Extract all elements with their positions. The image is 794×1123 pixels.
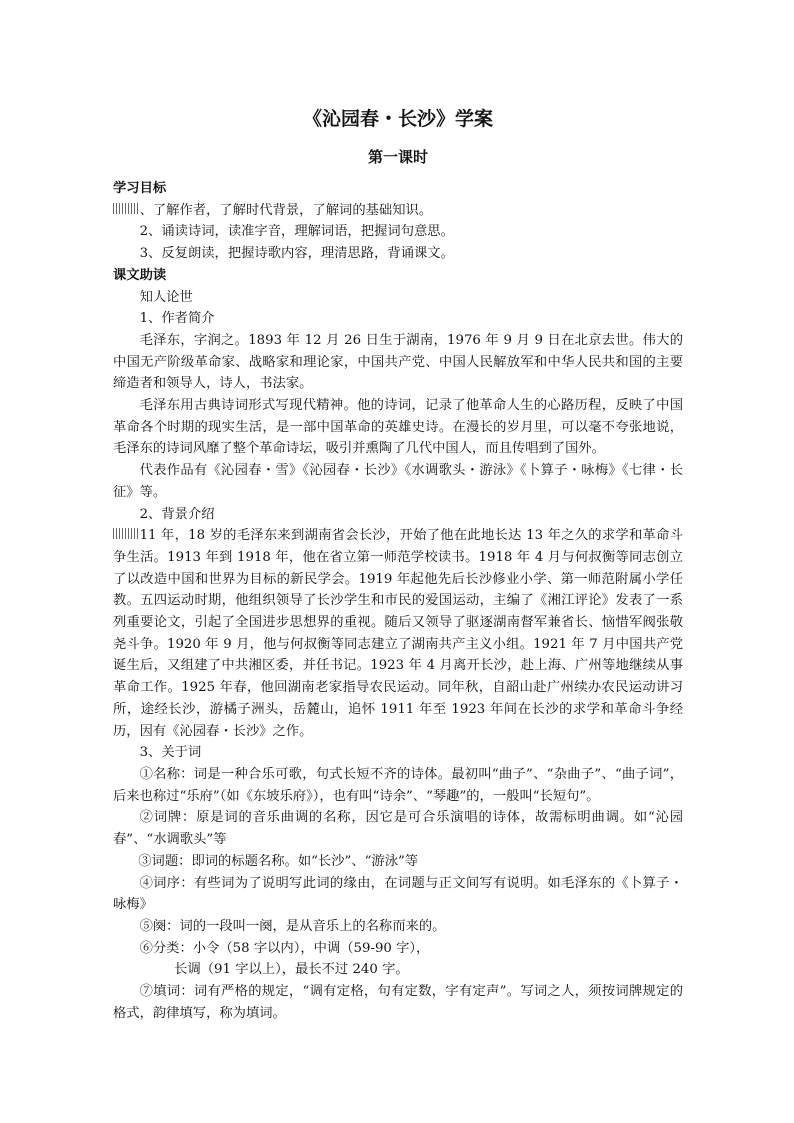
background-heading: 2、背景介绍 xyxy=(139,506,215,522)
background-paragraph xyxy=(113,525,683,742)
goals-heading: 学习目标 xyxy=(113,181,167,196)
garbled-glyph-icon xyxy=(113,202,140,215)
goal-item-3: 3、反复朗读，把握诗歌内容，理清思路，背诵课文。 xyxy=(139,246,454,262)
background-paragraph-text: 11 年，18 岁的毛泽东来到湖南省会长沙，开始了他在此地长达 13 年之久的求学和革命斗争生活。1913 年到 1918 年，他在省立第一师范学校读书。1918 年 4 月与何叔衡等同志创立了以改造中国和世界为目标的新民学会。1919 年起他先后长沙修业小学、第一师范附属小学任教。五四运动时期，他组织领导了长沙学生和市民的爱国运动，主编了《湘江评论》发表了一系列重要论文，引起了全国进步思想界的重视。随后又领导了驱逐湖南督军兼省长、恼惜军阀张敬尧斗争。1920 年 9 月，他与何叔衡等同志建立了湖南共产主义小组。1921 年 7 月中国共产党诞生后，又组建了中共湘区委，并任书记。1923 年 4 月离开长沙，赴上海、广州等地继续从事革命工作。1925 年春，他回湖南老家指导农民运动。同年秋，自韶山赴广州续办农民运动讲习所，途经长沙，游橘子洲头，岳麓山，追怀 1911 年至 1923 年间在长沙的求学和革命斗争经历，因有《沁园春・长沙》之作。 xyxy=(113,528,683,739)
ci-item-citi: ③词题：即词的标题名称。如“长沙”、“游泳”等 xyxy=(138,853,419,869)
author-heading: 1、作者简介 xyxy=(139,311,215,327)
ci-item-category-cont: 长调（91 字以上），最长不过 240 字。 xyxy=(174,962,409,978)
author-paragraph-2: 毛泽东用古典诗词形式写现代精神。他的诗词，记录了他革命人生的心路历程，反映了中国革命各个时期的现实生活，是一部中国革命的英雄史诗。在漫长的岁月里，可以毫不夸张地说，毛泽东的诗词风靡了整个革命诗坛，吸引并熏陶了几代中国人，而且传唱到了国外。 xyxy=(113,398,683,457)
goal-item-1 xyxy=(113,200,683,222)
lesson-subtitle: 第一课时 xyxy=(367,148,428,166)
reading-heading: 课文助读 xyxy=(113,267,167,283)
document-page xyxy=(113,106,683,1024)
goal-item-2: 2、诵读诗词，读准字音，理解词语，把握词句意思。 xyxy=(139,224,454,240)
ci-item-cixu: ④词序：有些词为了说明写此词的缘由，在词题与正文间写有说明。如毛泽东的《卜算子・咏梅》 xyxy=(113,875,683,913)
ci-item-tianci: ⑦填词：词有严格的规定，“调有定格，句有定数，字有定声”。写词之人，须按词牌规定的格式，韵律填写，称为填词。 xyxy=(113,984,683,1021)
ci-heading: 3、关于词 xyxy=(139,745,202,761)
ci-item-category: ⑥分类：小令（58 字以内），中调（59-90 字）， xyxy=(139,940,430,956)
ci-item-cipai: ②词牌：原是词的音乐曲调的名称，因它是可合乐演唱的诗体，故需标明曲调。如“沁园春”、“水调歌头”等 xyxy=(113,810,683,848)
document-title: 《沁园春・长沙》学案 xyxy=(302,108,493,130)
section-label: 知人论世 xyxy=(139,289,193,305)
author-paragraph-1: 毛泽东，字润之。1893 年 12 月 26 日生于湖南，1976 年 9 月 9 日在北京去世。伟大的中国无产阶级革命家、战略家和理论家，中国共产党、中国人民解放军和中华人民共和国的主要缔造者和领导人，诗人，书法家。 xyxy=(113,332,683,392)
goal-item-1-text: 、了解作者，了解时代背景，了解词的基础知识。 xyxy=(139,202,433,218)
ci-item-name: ①名称：词是一种合乐可歌，句式长短不齐的诗体。最初叫“曲子”、“杂曲子”、“曲子词”，后来也称过“乐府”（如《东坡乐府》），也有叫“诗余”、“琴趣”的，一般叫“长短句”。 xyxy=(113,766,683,804)
author-paragraph-3: 代表作品有《沁园春・雪》《沁园春・长沙》《水调歌头・游泳》《卜算子・咏梅》《七律・长征》等。 xyxy=(113,463,683,500)
garbled-glyph-icon xyxy=(113,527,140,540)
ci-item-que: ⑤阕：词的一段叫一阕，是从音乐上的名称而来的。 xyxy=(139,918,446,934)
